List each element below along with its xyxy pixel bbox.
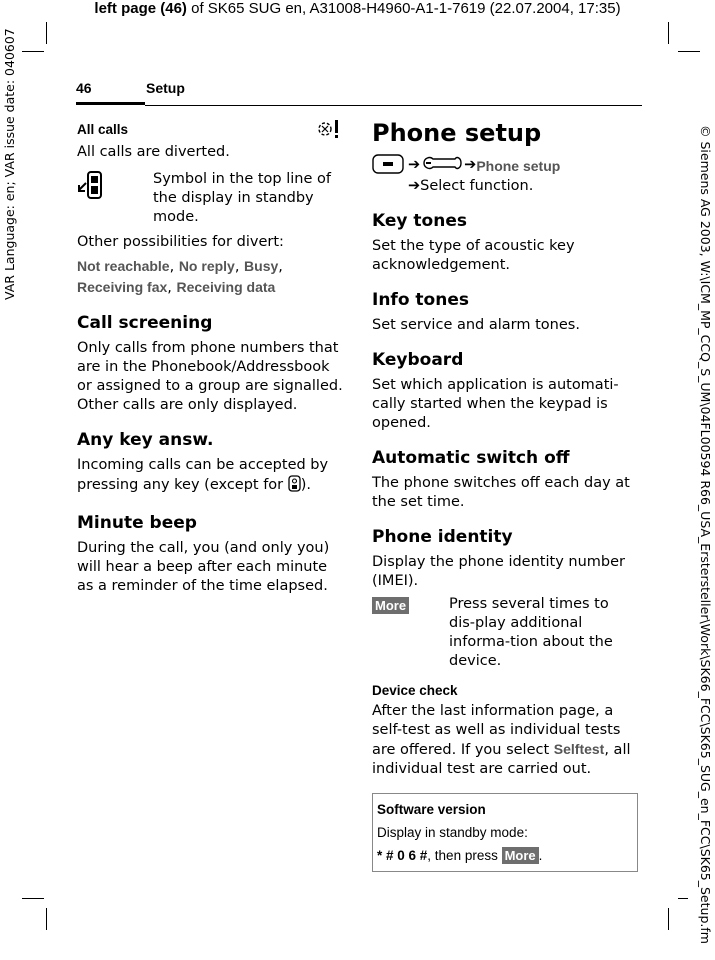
document-header-bold: left page (46) (94, 0, 187, 17)
info-tones-text: Set service and alarm tones. (372, 317, 580, 333)
wrench-icon (422, 154, 462, 177)
key-tones-heading: Key tones (372, 211, 467, 231)
page-number: 46 (76, 80, 92, 96)
device-check-heading: Device check (372, 683, 458, 698)
phone-divert-icon (77, 170, 107, 200)
divert-option: Busy (244, 258, 279, 274)
crop-mark (22, 51, 44, 52)
device-check-text-before: After the last information page, a self-test as well as individual tests are offered. If you select (372, 703, 621, 758)
crop-mark (668, 22, 669, 44)
keyboard-heading: Keyboard (372, 350, 464, 370)
end-key-icon (288, 475, 301, 498)
crop-mark (678, 51, 700, 52)
divert-symbol-text: Symbol in the top line of the display in standby mode. (153, 171, 331, 225)
nav-menu-item: Phone setup (476, 157, 561, 174)
crop-mark (678, 898, 688, 899)
call-screening-text: Only calls from phone numbers that are in the Phonebook/Addressbook or assigned to a group are signalled. Other calls are only displayed. (77, 340, 343, 413)
crop-mark (22, 898, 44, 899)
menu-key (372, 154, 408, 196)
more-softkey: More (372, 597, 409, 614)
software-version-box (372, 793, 638, 872)
any-key-heading: Any key answ. (77, 430, 214, 450)
any-key-text (77, 456, 345, 498)
auto-off-text: The phone switches off each day at the set time. (372, 475, 630, 510)
minute-beep-heading: Minute beep (77, 513, 197, 533)
header-rule-thick (76, 102, 145, 105)
document-header (0, 0, 715, 17)
call-screening-heading: Call screening (77, 313, 213, 333)
nav-arrow: ➔ (408, 157, 421, 173)
crop-mark (46, 22, 47, 44)
phone-identity-heading: Phone identity (372, 527, 513, 547)
software-version-code-line (377, 844, 633, 867)
selftest-label: Selftest (553, 741, 605, 757)
side-note-left (2, 30, 18, 330)
device-check-text (372, 702, 640, 779)
side-note-left-text: VAR Language: en; VAR issue date: 040607 (2, 28, 17, 300)
divert-option: No reply (178, 258, 235, 274)
running-title: Setup (146, 80, 185, 96)
key-tones-text: Set the type of acoustic key acknowledgement. (372, 238, 575, 273)
auto-off-heading: Automatic switch off (372, 448, 570, 468)
software-version-line: Display in standby mode: (377, 825, 528, 840)
info-tones-heading: Info tones (372, 290, 469, 310)
more-softkey: More (502, 847, 539, 864)
keyboard-text: Set which application is automati-cally started when the keypad is opened. (372, 377, 619, 431)
minute-beep-text: During the call, you (and only you) will hear a beep after each minute as a reminder of the time elapsed. (77, 540, 330, 594)
side-note-right (697, 0, 713, 960)
phone-identity-text: Display the phone identity number (IMEI). (372, 554, 625, 589)
code-line-end: . (538, 848, 543, 863)
divert-option-separator: , (278, 259, 283, 275)
nav-arrow: ➔ (408, 178, 421, 194)
software-version-heading: Software version (377, 802, 486, 817)
document-header-rest: of SK65 SUG en, A31008-H4960-A1-1-7619 (22.07.2004, 17:35) (186, 0, 621, 17)
divert-symbol (77, 170, 153, 227)
all-calls-text: All calls are diverted. (77, 144, 230, 160)
crop-mark (668, 908, 669, 930)
side-note-right-text: © Siemens AG 2003, W:\ICM_MP_CCQ_S_UM\04FL00594 R66_USA_Erstersteller\Work\SK66_FCC\SK65_SUG_en_FCC\SK65_Setup.fm (698, 125, 713, 944)
more-softkey-text: Press several times to dis-play additional informa-tion about the device. (449, 596, 613, 669)
any-key-text-before: Incoming calls can be accepted by pressing any key (except for (77, 457, 329, 493)
then-press-text: , then press (427, 848, 502, 863)
device-check-text-after: , all individual test are carried out. (372, 742, 631, 777)
divert-option-separator: , (234, 259, 245, 275)
any-key-text-after: ). (300, 477, 312, 493)
divert-option-separator: , (169, 259, 179, 275)
all-calls-heading: All calls (77, 121, 129, 137)
crop-mark (46, 908, 47, 930)
imei-code: * # 0 6 # (377, 848, 428, 863)
divert-option: Receiving data (176, 279, 276, 295)
divert-option: Receiving fax (77, 279, 168, 295)
left-column (77, 118, 345, 596)
divert-option: Not reachable (77, 258, 170, 274)
nav-select-text: Select function. (420, 178, 534, 194)
nav-arrow: ➔ (464, 157, 477, 173)
divert-option-separator: , (167, 280, 177, 296)
divert-status-icon (317, 118, 343, 140)
header-rule-thin (145, 105, 642, 106)
divert-other-label: Other possibilities for divert: (77, 234, 284, 250)
menu-key-icon (372, 154, 404, 174)
nav-path (408, 154, 560, 196)
right-column (372, 118, 640, 872)
section-title: Phone setup (372, 119, 542, 147)
divert-options (77, 256, 345, 298)
